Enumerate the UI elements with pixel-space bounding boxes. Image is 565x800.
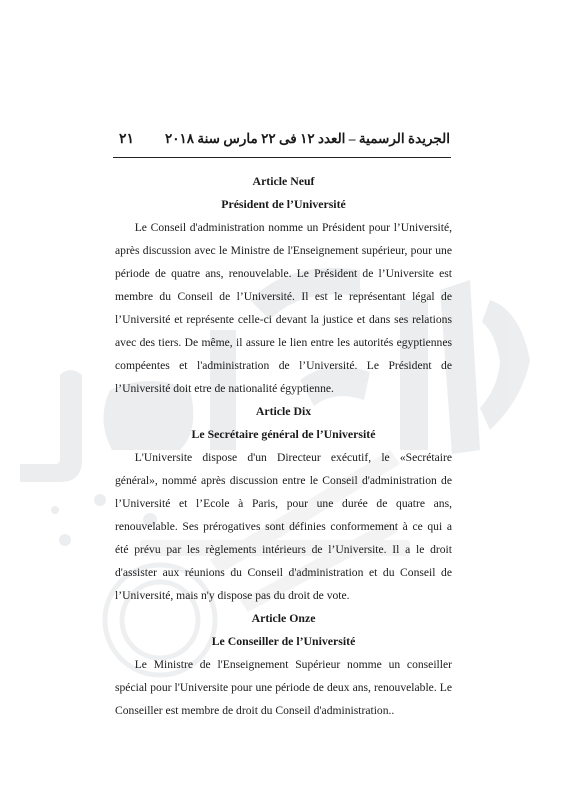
page-number: ٢١ (119, 132, 135, 147)
header-divider (113, 157, 451, 158)
article-subheading: Le Secrétaire général de l’Université (191, 427, 376, 441)
article-heading: Article Onze (251, 611, 316, 625)
article-paragraph: Le Conseil d'administration nomme un Président pour l’Université, après discussion avec le Ministre de l'Enseignement supérieur, pour une période de quatre ans, renouvelable. Le Président de l’Universite est membre du Conseil de l’Université. Il est le représentant légal de l’Université et représente celle-ci devant la justice et dans ses relations avec des tiers. De même, il assure le lien entre les autorités egyptiennes compéentes et l'administration de l’Université. Le Président de l’Université doit etre de nationalité égyptienne. (115, 221, 452, 395)
document-body (115, 170, 452, 722)
article-heading: Article Neuf (252, 174, 315, 188)
gazette-title: الجريدة الرسمية – العدد ١٢ فى ٢٢ مارس سنة ٢٠١٨ (164, 131, 450, 146)
article-heading: Article Dix (255, 404, 312, 418)
page-header (113, 131, 450, 151)
article-subheading: Le Conseiller de l’Université (211, 634, 356, 648)
article-subheading: Président de l’Université (221, 197, 346, 211)
article-paragraph: Le Ministre de l'Enseignement Supérieur nomme un conseiller spécial pour l'Universite pour une période de deux ans, renouvelable. Le Conseiller est membre de droit du Conseil d'administration.. (115, 658, 452, 717)
article-paragraph: L'Universite dispose d'un Directeur exécutif, le «Secrétaire général», nommé après discussion entre le Conseil d'administration de l’Université et l’Ecole à Paris, pour une durée de quatre ans, renouvelable. Ses prérogatives sont définies conformement à ce qui a été prévu par les règlements intérieurs de l’Universite. Il a le droit d'assister aux réunions du Conseil d'administration et du Conseil de l’Université, mais n'y dispose pas du droit de vote. (115, 451, 452, 602)
